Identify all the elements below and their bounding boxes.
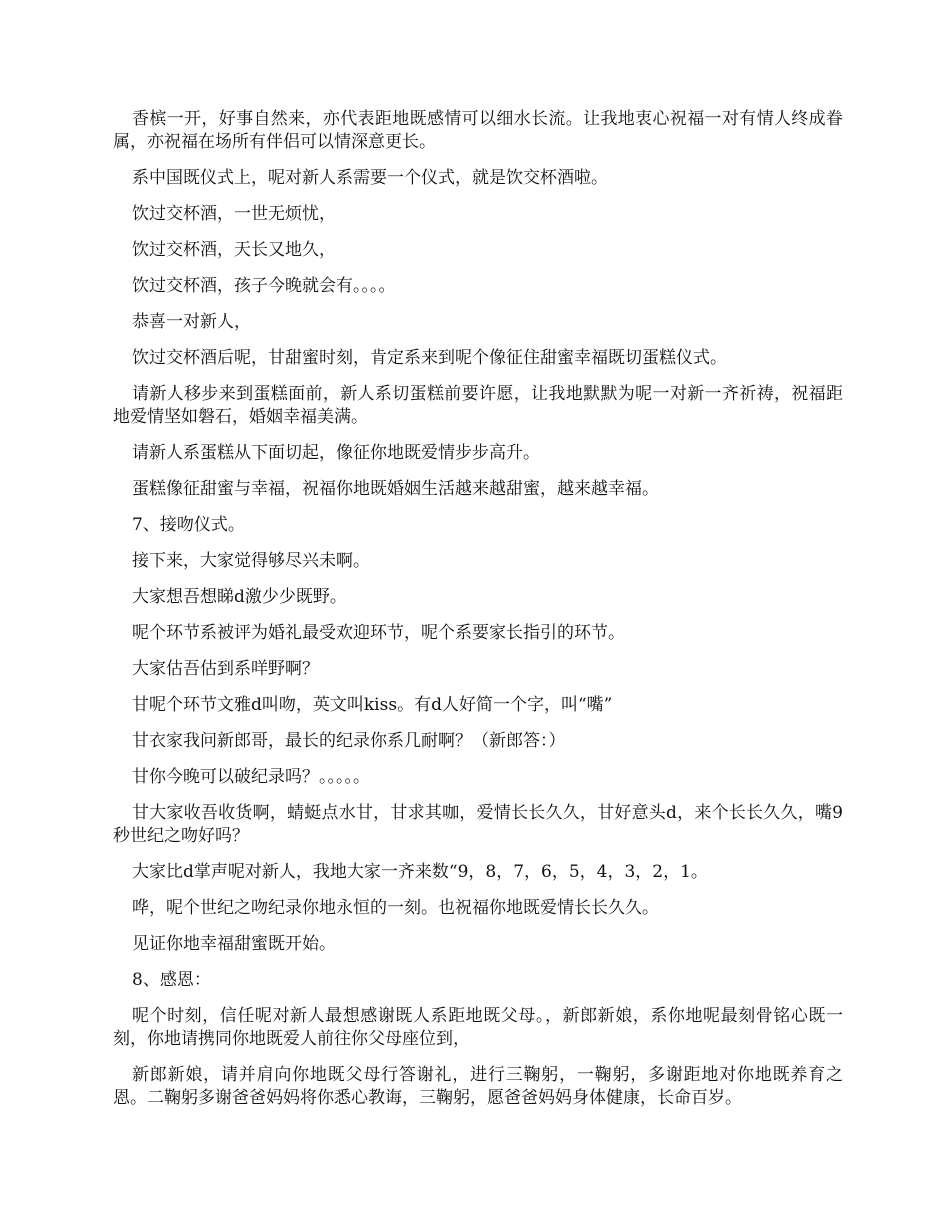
paragraph-kiss-7: 甘你今晚可以破纪录吗？。。。。。 <box>132 767 370 787</box>
paragraph-cake-wish: 请新人移步来到蛋糕面前，新人系切蛋糕前要许愿，让我地默默为呢一对新一齐祈祷，祝福距地爱情坚如磐石，婚姻幸福美满。 <box>113 384 843 427</box>
paragraph-congrats: 恭喜一对新人， <box>132 312 251 332</box>
paragraph-kiss-blessing: 哗，呢个世纪之吻纪录你地永恒的一刻。也祝福你地既爱情长长久久。 <box>132 898 659 918</box>
paragraph-toast-blessing: 香槟一开，好事自然来，亦代表距地既感情可以细水长流。让我地衷心祝福一对有情人终成眷属，亦祝福在场所有伴侣可以情深意更长。 <box>113 109 843 152</box>
paragraph-kiss-8: 甘大家收吾收货啊，蜻蜓点水甘，甘求其咖，爱情长长久久，甘好意头d，来个长长久久，嘴9秒世纪之吻好吗？ <box>113 803 843 846</box>
paragraph-kiss-5: 甘呢个环节文雅d叫吻，英文叫kiss。有d人好简一个字，叫“嘴” <box>132 695 613 715</box>
paragraph-ceremony-intro: 系中国既仪式上，呢对新人系需要一个仪式，就是饮交杯酒啦。 <box>132 168 608 188</box>
paragraph-kiss-2: 大家想吾想睇d激少少既野。 <box>132 587 347 607</box>
paragraph-toast-line-2: 饮过交杯酒，天长又地久， <box>132 240 336 260</box>
paragraph-kiss-3: 呢个环节系被评为婚礼最受欢迎环节，呢个系要家长指引的环节。 <box>132 623 625 643</box>
paragraph-kiss-witness: 见证你地幸福甜蜜既开始。 <box>132 934 336 954</box>
paragraph-toast-line-3: 饮过交杯酒，孩子今晚就会有。。。。 <box>132 276 396 296</box>
paragraph-cake-intro: 饮过交杯酒后呢，甘甜蜜时刻，肯定系来到呢个像征住甜蜜幸福既切蛋糕仪式。 <box>132 348 727 368</box>
paragraph-kiss-4: 大家估吾估到系咩野啊？ <box>132 659 319 679</box>
paragraph-kiss-6: 甘衣家我问新郎哥，最长的纪录你系几耐啊？（新郎答：） <box>132 731 566 751</box>
section-heading-kiss: 7、接吻仪式。 <box>132 515 245 535</box>
paragraph-toast-line-1: 饮过交杯酒，一世无烦忧， <box>132 204 336 224</box>
section-heading-thanks: 8、感恩： <box>132 970 211 990</box>
paragraph-thanks-1: 呢个时刻，信任呢对新人最想感谢既人系距地既父母。，新郎新娘，系你地呢最刻骨铭心既一刻，你地请携同你地既爱人前往你父母座位到， <box>113 1006 843 1049</box>
paragraph-cake-cut: 请新人系蛋糕从下面切起，像征你地既爱情步步高升。 <box>132 443 540 463</box>
document-body <box>113 108 843 1123</box>
paragraph-cake-blessing: 蛋糕像征甜蜜与幸福，祝福你地既婚姻生活越来越甜蜜，越来越幸福。 <box>132 479 659 499</box>
paragraph-thanks-2: 新郎新娘，请并肩向你地既父母行答谢礼，进行三鞠躬，一鞠躬，多谢距地对你地既养育之恩。二鞠躬多谢爸爸妈妈将你悉心教诲，三鞠躬，愿爸爸妈妈身体健康，长命百岁。 <box>113 1065 843 1108</box>
paragraph-kiss-countdown: 大家比d掌声呢对新人，我地大家一齐来数“9，8，7，6，5，4，3，2，1。 <box>132 862 708 882</box>
paragraph-kiss-1: 接下来，大家觉得够尽兴未啊。 <box>132 551 370 571</box>
